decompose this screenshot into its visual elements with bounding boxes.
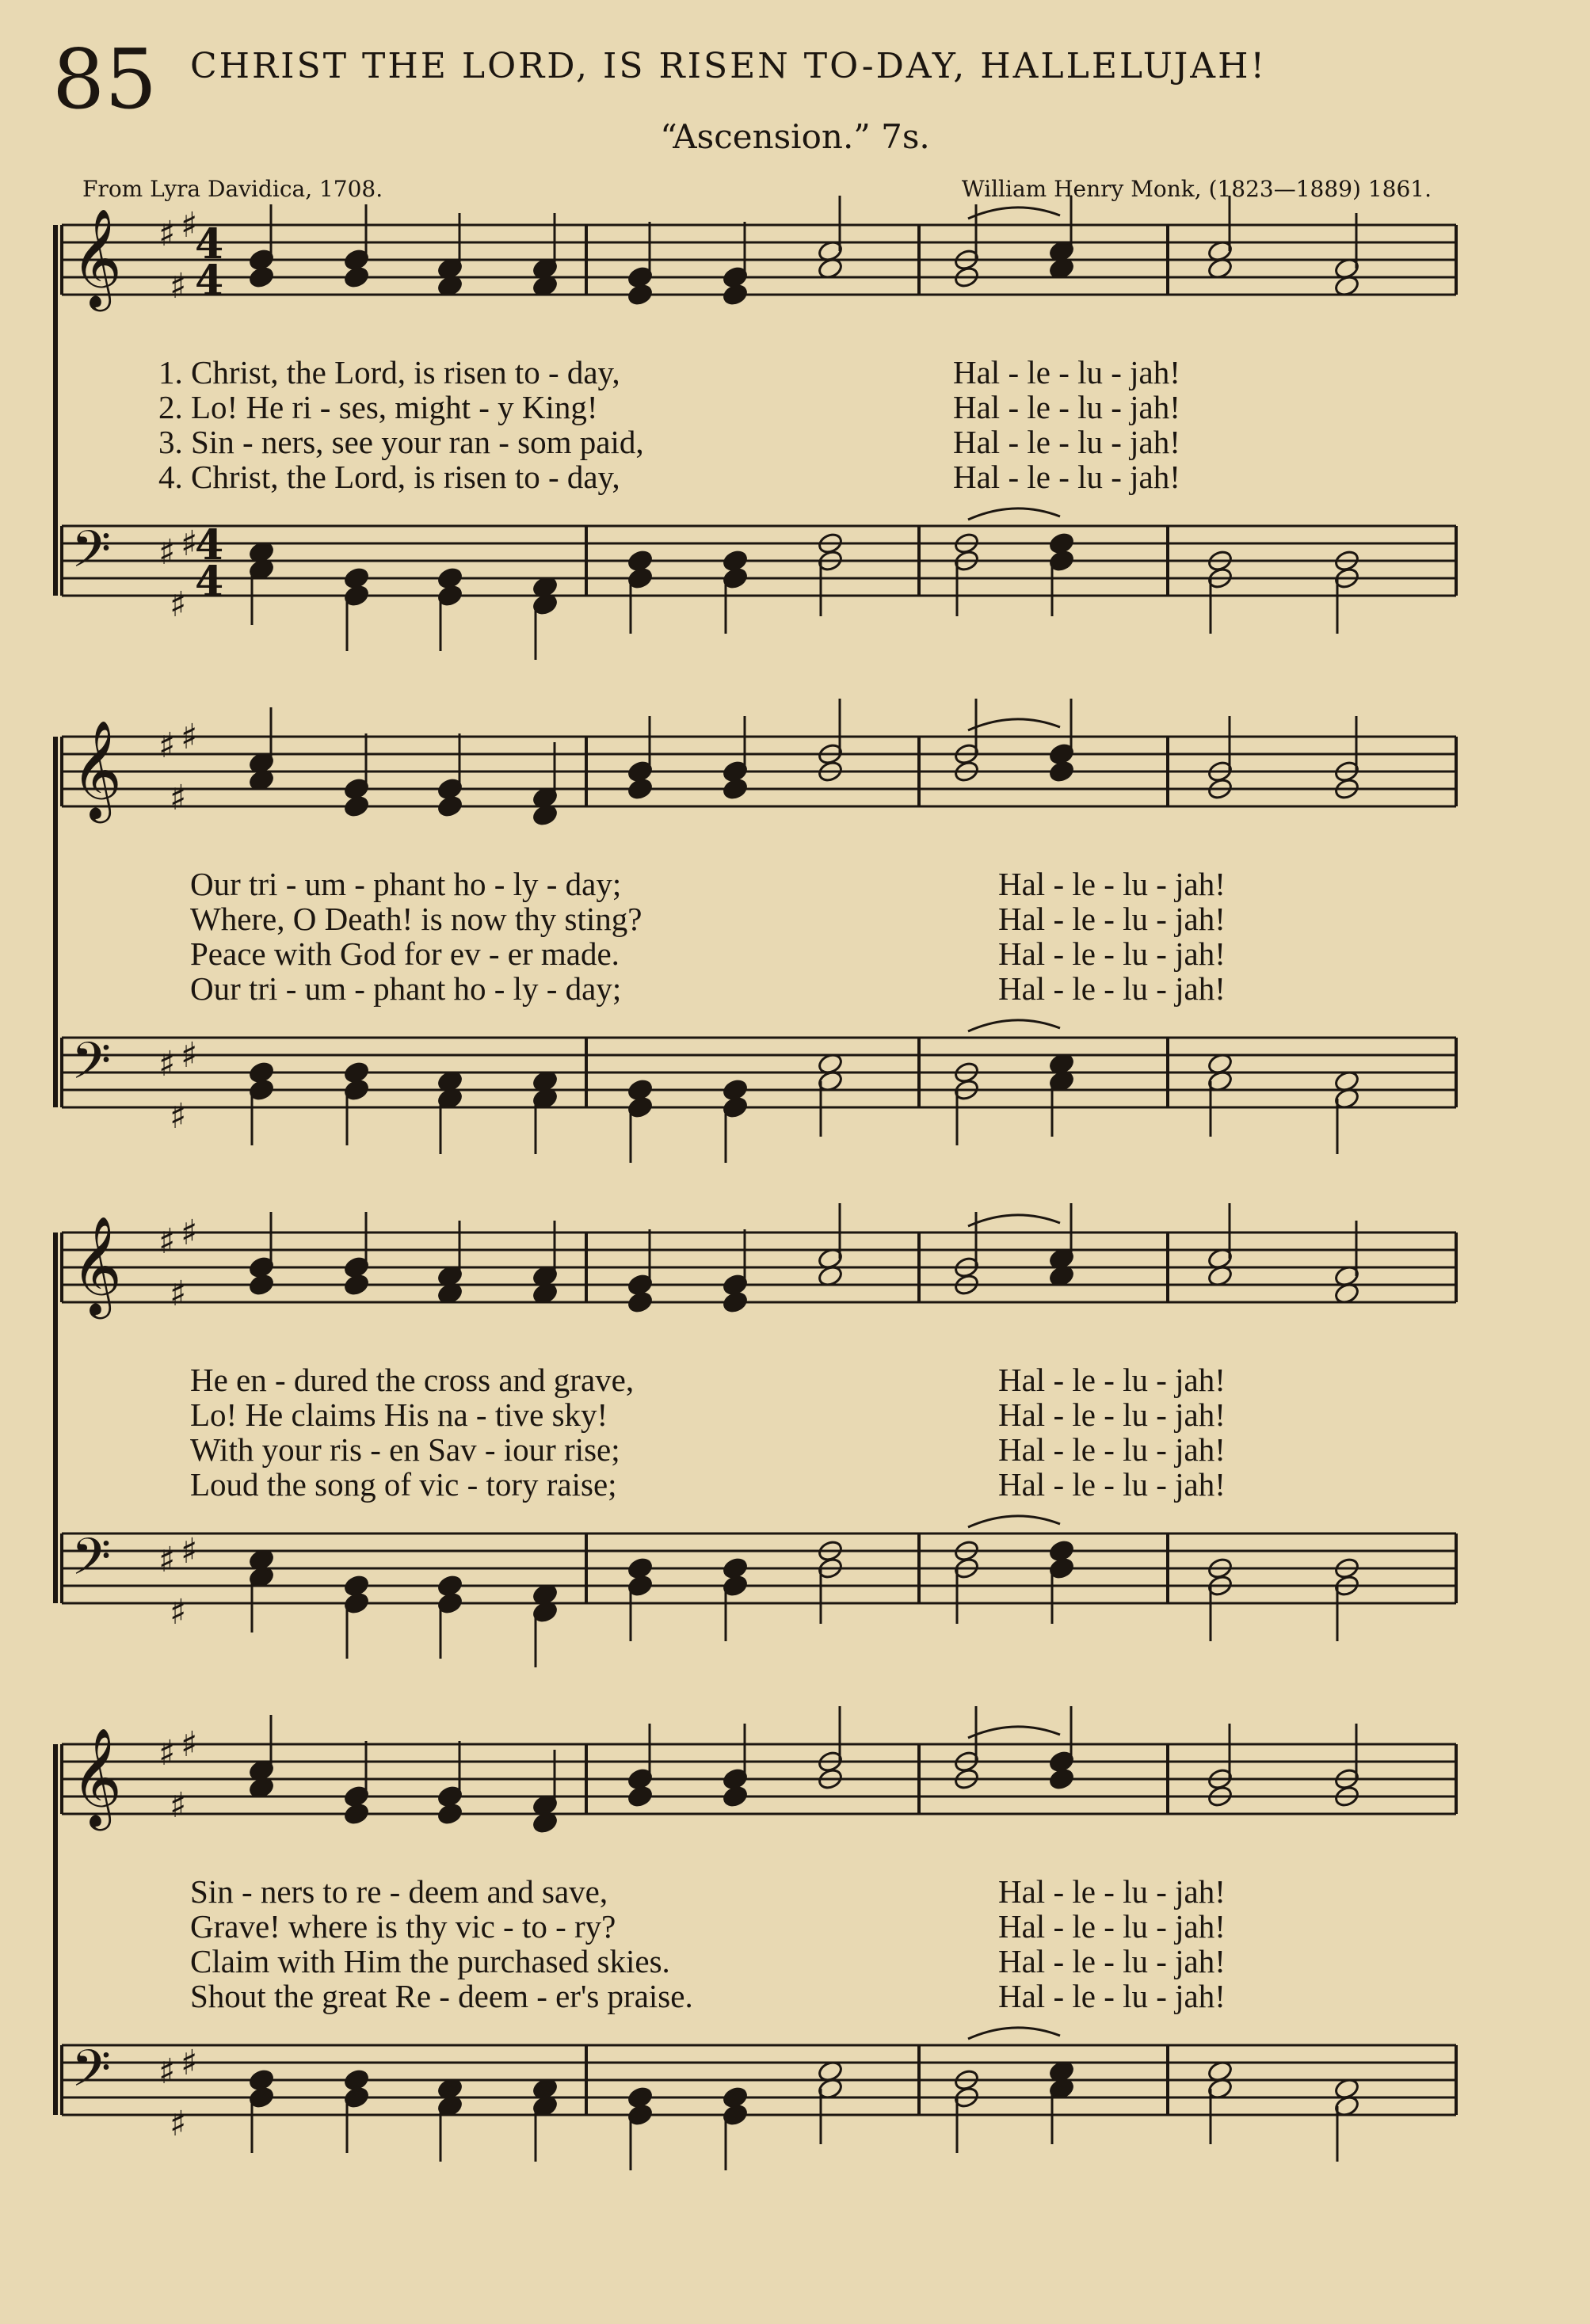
bass-clef: 𝄢 (71, 2040, 112, 2111)
lyric-line: Grave! where is thy vic - to - ry? (190, 1908, 616, 1945)
bass-clef: 𝄢 (71, 1032, 112, 1103)
lyric-line: Sin - ners to re - deem and save, (190, 1873, 608, 1910)
sharp-sign: ♯ (158, 1221, 176, 1262)
lyric-hallelujah: Hal - le - lu - jah! (953, 424, 1180, 460)
bass-clef: 𝄢 (71, 520, 112, 592)
note-head (722, 777, 749, 801)
composer-credit: William Henry Monk, (1823—1889) 1861. (961, 176, 1432, 202)
note-head (627, 777, 654, 801)
sharp-sign: ♯ (170, 2104, 187, 2144)
sharp-sign: ♯ (181, 1531, 198, 1572)
sharp-sign: ♯ (158, 726, 176, 766)
lyric-line: Shout the great Re - deem - er's praise. (190, 1978, 693, 2014)
sharp-sign: ♯ (181, 524, 198, 564)
slur (968, 509, 1060, 520)
sharp-sign: ♯ (181, 2043, 198, 2083)
treble-clef: 𝄞 (71, 720, 122, 819)
note-head (248, 1273, 275, 1297)
lyric-hallelujah: Hal - le - lu - jah! (953, 459, 1180, 495)
treble-clef: 𝄞 (71, 1728, 122, 1827)
sharp-sign: ♯ (158, 532, 176, 573)
time-signature-top: 4 (195, 220, 224, 269)
note-head (343, 265, 370, 289)
sharp-sign: ♯ (170, 585, 187, 625)
slur (968, 1516, 1060, 1527)
lyric-hallelujah: Hal - le - lu - jah! (998, 970, 1226, 1007)
hymn-title: CHRIST THE LORD, IS RISEN TO-DAY, HALLELUJAH! (190, 46, 1268, 86)
sharp-sign: ♯ (170, 1274, 187, 1314)
lyric-line: 2. Lo! He ri - ses, might - y King! (158, 389, 598, 425)
note-head (722, 1290, 749, 1314)
sharp-sign: ♯ (170, 1592, 187, 1633)
lyric-line: 4. Christ, the Lord, is risen to - day, (158, 459, 620, 495)
sharp-sign: ♯ (158, 1733, 176, 1773)
sharp-sign: ♯ (158, 214, 176, 254)
bass-clef: 𝄢 (71, 1528, 112, 1599)
lyric-hallelujah: Hal - le - lu - jah! (998, 1396, 1226, 1433)
hymn-number: 85 (52, 31, 158, 128)
note-head (437, 1802, 463, 1826)
note-head (627, 1290, 654, 1314)
tune-name: “Ascension.” 7s. (660, 117, 930, 156)
lyric-line: With your ris - en Sav - iour rise; (190, 1431, 620, 1468)
note-head (722, 1785, 749, 1808)
note-head (1048, 1767, 1075, 1791)
music-system (55, 196, 1456, 660)
sharp-sign: ♯ (181, 205, 198, 246)
note-head (627, 1785, 654, 1808)
lyric-line: Where, O Death! is now thy sting? (190, 901, 642, 937)
lyric-line: Peace with God for ev - er made. (190, 935, 620, 972)
note-head (437, 794, 463, 818)
time-signature-bottom: 4 (195, 257, 224, 305)
lyric-line: Loud the song of vic - tory raise; (190, 1466, 617, 1503)
sharp-sign: ♯ (181, 1724, 198, 1765)
sharp-sign: ♯ (181, 1213, 198, 1253)
slur (968, 1215, 1060, 1226)
lyric-line: 1. Christ, the Lord, is risen to - day, (158, 354, 620, 391)
lyric-hallelujah: Hal - le - lu - jah! (998, 1362, 1226, 1398)
lyric-hallelujah: Hal - le - lu - jah! (998, 901, 1226, 937)
slur (968, 208, 1060, 219)
time-signature-top: 4 (195, 521, 224, 570)
lyric-hallelujah: Hal - le - lu - jah! (998, 1943, 1226, 1979)
sharp-sign: ♯ (181, 717, 198, 757)
lyric-line: Our tri - um - phant ho - ly - day; (190, 866, 622, 902)
sharp-sign: ♯ (170, 266, 187, 307)
sharp-sign: ♯ (158, 1044, 176, 1084)
lyric-hallelujah: Hal - le - lu - jah! (998, 866, 1226, 902)
time-signature-bottom: 4 (195, 558, 224, 606)
lyric-hallelujah: Hal - le - lu - jah! (998, 1431, 1226, 1468)
lyric-hallelujah: Hal - le - lu - jah! (998, 1978, 1226, 2014)
note-head (1048, 760, 1075, 783)
lyric-hallelujah: Hal - le - lu - jah! (998, 1466, 1226, 1503)
slur (968, 1020, 1060, 1031)
lyric-line: 3. Sin - ners, see your ran - som paid, (158, 424, 644, 460)
lyric-line: He en - dured the cross and grave, (190, 1362, 635, 1398)
lyric-hallelujah: Hal - le - lu - jah! (953, 354, 1180, 391)
sharp-sign: ♯ (170, 1785, 187, 1826)
lyric-hallelujah: Hal - le - lu - jah! (998, 1873, 1226, 1910)
lyric-hallelujah: Hal - le - lu - jah! (953, 389, 1180, 425)
music-system (55, 1706, 1456, 2170)
note-head (627, 283, 654, 307)
sharp-sign: ♯ (181, 1035, 198, 1076)
treble-clef: 𝄞 (71, 1216, 122, 1315)
note-head (343, 1802, 370, 1826)
lyric-line: Our tri - um - phant ho - ly - day; (190, 970, 622, 1007)
note-head (248, 265, 275, 289)
lyric-line: Lo! He claims His na - tive sky! (190, 1396, 608, 1433)
sharp-sign: ♯ (170, 778, 187, 818)
lyric-line: Claim with Him the purchased skies. (190, 1943, 670, 1979)
lyric-hallelujah: Hal - le - lu - jah! (998, 935, 1226, 972)
sharp-sign: ♯ (158, 1540, 176, 1580)
text-source: From Lyra Davidica, 1708. (82, 176, 383, 202)
slur (968, 719, 1060, 730)
slur (968, 1727, 1060, 1738)
note-head (722, 283, 749, 307)
lyric-hallelujah: Hal - le - lu - jah! (998, 1908, 1226, 1945)
sharp-sign: ♯ (158, 2052, 176, 2092)
slur (968, 2028, 1060, 2039)
treble-clef: 𝄞 (71, 208, 122, 307)
note-head (343, 794, 370, 818)
music-system (55, 1203, 1456, 1667)
note-head (343, 1273, 370, 1297)
music-system (55, 699, 1456, 1163)
sharp-sign: ♯ (170, 1096, 187, 1137)
